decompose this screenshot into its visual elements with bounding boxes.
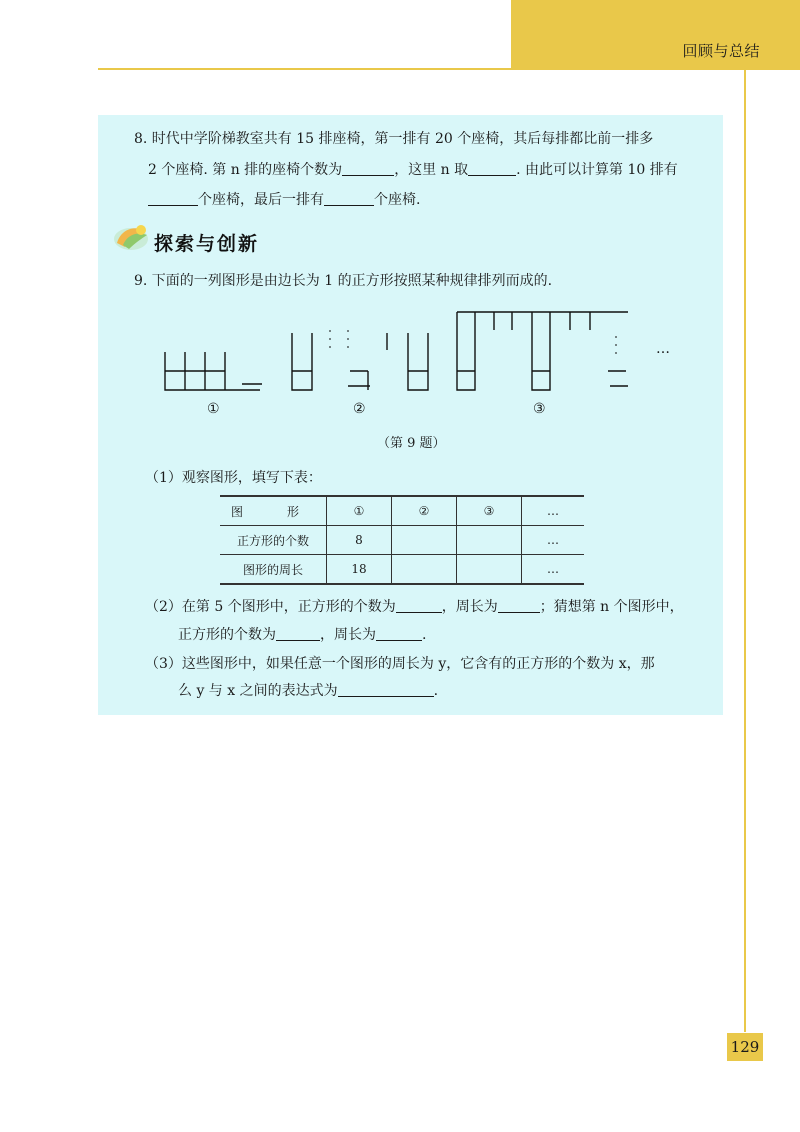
q8-blank-4 bbox=[324, 190, 374, 206]
q9-part2-text-a: （2）在第 5 个图形中，正方形的个数为 bbox=[145, 599, 396, 615]
q9-blank-3 bbox=[276, 625, 320, 641]
table-header: … bbox=[522, 496, 585, 526]
table-cell: 图形的周长 bbox=[220, 555, 327, 585]
data-table bbox=[220, 495, 584, 585]
q9-part1: （1）观察图形，填写下表： bbox=[145, 470, 322, 486]
q9-part2-text-e: ，周长为 bbox=[320, 627, 376, 643]
q8-line1: 8. 时代中学阶梯教室共有 15 排座椅，第一排有 20 个座椅，其后每排都比前一排多 bbox=[134, 131, 654, 147]
q9-blank-5 bbox=[338, 681, 434, 697]
q9-blank-4 bbox=[376, 625, 422, 641]
q9-part2-line2 bbox=[178, 624, 426, 644]
table-cell bbox=[392, 555, 457, 585]
figure-label-2: ② bbox=[353, 401, 366, 417]
q9-part2-text-b: ，周长为 bbox=[441, 599, 498, 615]
table-cell: 18 bbox=[327, 555, 392, 585]
q9-part2-line1 bbox=[145, 596, 684, 616]
table-header-row bbox=[220, 496, 584, 526]
q9-part3-text-b: . bbox=[433, 683, 439, 699]
table-header: ① bbox=[327, 496, 392, 526]
q8-text-e: 个座椅. bbox=[374, 192, 421, 208]
figure-label-3: ③ bbox=[533, 401, 546, 417]
q9-figure bbox=[150, 300, 650, 400]
q8-blank-1 bbox=[342, 160, 394, 176]
header-rule bbox=[98, 68, 800, 70]
header-tab bbox=[511, 0, 800, 68]
table-cell bbox=[392, 526, 457, 555]
table-cell: … bbox=[522, 555, 585, 585]
figure-caption: （第 9 题） bbox=[377, 436, 446, 451]
table-cell bbox=[457, 555, 522, 585]
q9-part2-text-d: 正方形的个数为 bbox=[178, 627, 276, 643]
q9-blank-2 bbox=[498, 597, 540, 613]
page-number: 129 bbox=[727, 1033, 763, 1061]
section-title: 探索与创新 bbox=[154, 233, 260, 255]
q8-text-b: ，这里 n 取 bbox=[394, 162, 469, 178]
q9-blank-1 bbox=[396, 597, 442, 613]
table-header: ③ bbox=[457, 496, 522, 526]
q8-text-a: 2 个座椅. 第 n 排的座椅个数为 bbox=[148, 162, 343, 178]
q8-blank-2 bbox=[468, 160, 516, 176]
q9-part3-line1: （3）这些图形中，如果任意一个图形的周长为 y，它含有的正方形的个数为 x，那 bbox=[145, 656, 655, 672]
q8-line3 bbox=[148, 189, 420, 209]
table-row bbox=[220, 526, 584, 555]
explore-icon bbox=[111, 221, 153, 253]
table-row bbox=[220, 555, 584, 585]
table-header: ② bbox=[392, 496, 457, 526]
table-cell: 8 bbox=[327, 526, 392, 555]
q9-part2-text-f: . bbox=[422, 627, 427, 643]
table-cell bbox=[457, 526, 522, 555]
chapter-title: 回顾与总结 bbox=[682, 42, 760, 60]
q8-text-c: . 由此可以计算第 10 排有 bbox=[516, 162, 678, 178]
q9-intro: 9. 下面的一列图形是由边长为 1 的正方形按照某种规律排列而成的. bbox=[134, 273, 553, 289]
margin-rule bbox=[744, 70, 746, 1032]
q8-blank-3 bbox=[148, 190, 198, 206]
figure-label-1: ① bbox=[207, 401, 220, 417]
table-cell: 正方形的个数 bbox=[220, 526, 327, 555]
table-header: 图 形 bbox=[220, 496, 327, 526]
q8-line2 bbox=[148, 159, 678, 179]
q9-part3-line2 bbox=[178, 680, 438, 700]
figure-ellipsis: … bbox=[656, 341, 670, 357]
q8-text-d: 个座椅，最后一排有 bbox=[198, 192, 324, 208]
q9-part2-text-c: ；猜想第 n 个图形中， bbox=[539, 599, 684, 615]
table-cell: … bbox=[522, 526, 585, 555]
q9-part3-text-a: 么 y 与 x 之间的表达式为 bbox=[178, 683, 338, 699]
